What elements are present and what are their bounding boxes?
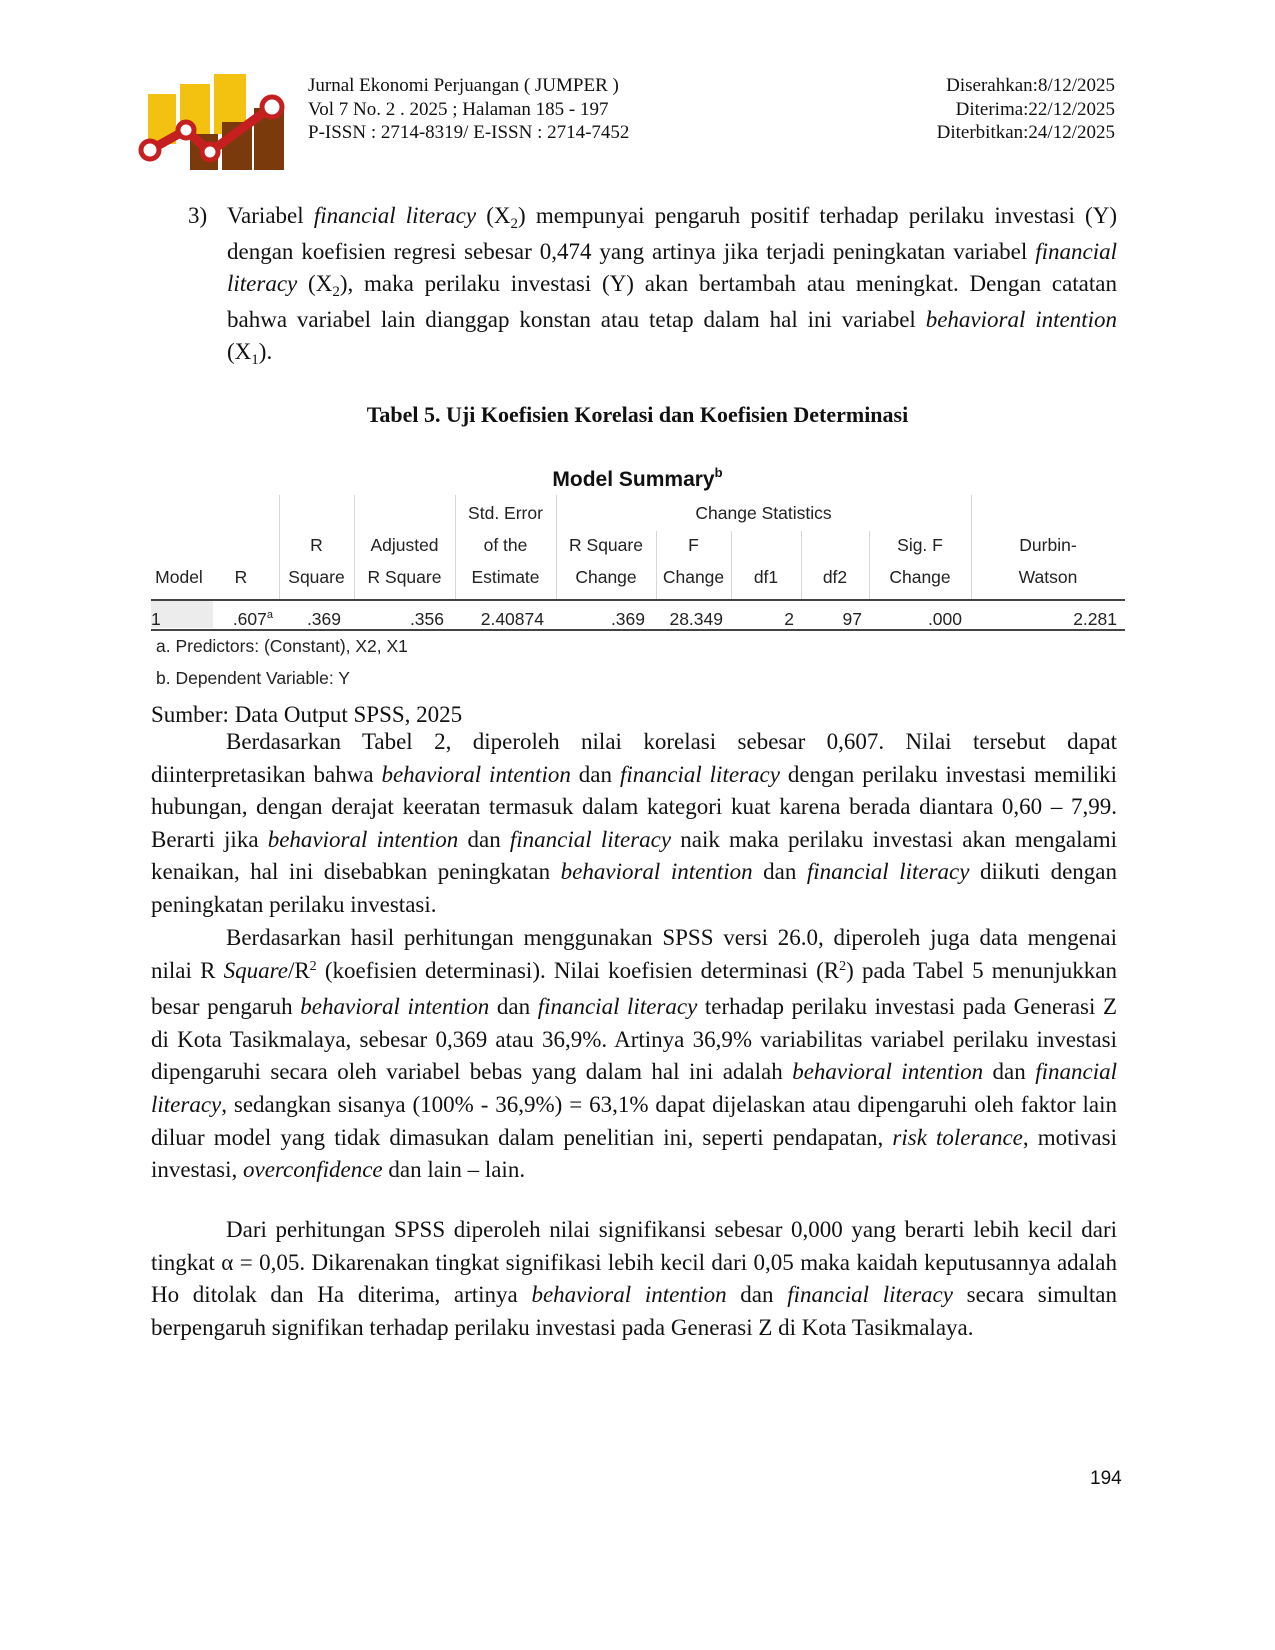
cell-r-square-change: .369	[610, 609, 645, 629]
header-df2: df2	[822, 567, 848, 587]
date-accepted: Diterima:22/12/2025	[955, 98, 1115, 120]
header-durbin-watson-1: Durbin-	[1019, 535, 1077, 555]
header-sig-f-change-1: Sig. F	[897, 535, 943, 555]
header-adjusted-1: Adjusted	[370, 535, 439, 555]
body-paragraph: Berdasarkan Tabel 2, diperoleh nilai korelasi sebesar 0,607. Nilai tersebut dapat diinterpretasikan bahwa behavioral intention dan financial literacy dengan perilaku investasi memiliki hubungan, dengan derajat keeratan termasuk dalam kategori kuat karena berada diantara 0,60 – 7,99. Berarti jika behavioral intention dan financial literacy naik maka perilaku investasi akan mengalami kenaikan, hal ini disebabkan peningkatan behavioral intention dan financial literacy diikuti dengan peningkatan perilaku investasi.	[151, 729, 1118, 917]
list-item-text: Variabel financial literacy $(X_2)$ mempunyai pengaruh positif terhadap perilaku investasi (Y) dengan koefisien regresi sebesar 0,474 yang artinya jika terjadi peningkatan variabel financial literacy $(X_2)$, maka perilaku investasi (Y) akan bertambah atau meningkat. Dengan catatan bahwa variabel lain dianggap konstan atau tetap dalam hal ini variabel behavioral intention $(X_1)$.	[227, 203, 1117, 369]
cell-adjusted-r-square: .356	[409, 609, 444, 629]
header-f-change-1: F	[688, 535, 699, 555]
header-r-square-change-1: R Square	[569, 535, 643, 555]
journal-logo	[138, 72, 288, 172]
table-note-b: b. Dependent Variable: Y	[156, 668, 350, 688]
header-r-square-1: R	[310, 535, 323, 555]
date-published: Diterbitkan:24/12/2025	[936, 122, 1115, 143]
model-summary-table	[151, 495, 1125, 631]
cell-r-square: .369	[306, 609, 341, 629]
list-item-number: 3)	[188, 203, 208, 228]
table-caption: Tabel 5. Uji Koefisien Korelasi dan Koefisien Determinasi	[366, 402, 909, 427]
cell-sig-f-change: .000	[927, 609, 962, 629]
body-paragraph: Dari perhitungan SPSS diperoleh nilai signifikansi sebesar 0,000 yang berarti lebih kecil dari tingkat α = 0,05. Dikarenakan tingkat signifikasi lebih kecil dari 0,05 maka kaidah keputusannya adalah Ho ditolak dan Ha diterima, artinya behavioral intention dan financial literacy secara simultan berpengaruh signifikan terhadap perilaku investasi pada Generasi Z di Kota Tasikmalaya.	[151, 1217, 1118, 1340]
header-model: Model	[155, 567, 203, 587]
header-change-statistics: Change Statistics	[695, 503, 832, 523]
article-dates	[937, 74, 1115, 145]
cell-std-error: 2.40874	[480, 609, 544, 629]
journal-volume: Vol 7 No. 2 . 2025 ; Halaman 185 - 197	[308, 98, 609, 120]
cell-model: 1	[151, 609, 161, 629]
header-durbin-watson-2: Watson	[1018, 567, 1078, 587]
header-df1: df1	[753, 567, 779, 587]
header-r-square-2: Square	[288, 567, 345, 587]
table-source: Sumber: Data Output SPSS, 2025	[151, 702, 463, 727]
journal-info	[308, 74, 629, 145]
page-number: 194	[1090, 1468, 1122, 1489]
cell-durbin-watson: 2.281	[1073, 609, 1117, 629]
header-sig-f-change-2: Change	[889, 567, 951, 587]
body-paragraph: Berdasarkan hasil perhitungan menggunakan SPSS versi 26.0, diperoleh juga data mengenai nilai R Square/$R^2$ (koefisien determinasi). Nilai koefisien determinasi $(R^2)$ pada Tabel 5 menunjukkan besar pengaruh behavioral intention dan financial literacy terhadap perilaku investasi pada Generasi Z di Kota Tasikmalaya, sebesar 0,369 atau 36,9%. Artinya 36,9% variabilitas variabel perilaku investasi dipengaruhi secara oleh variabel bebas yang dalam hal ini adalah behavioral intention dan financial literacy, sedangkan sisanya (100% - 36,9%) = 63,1% dapat dijelaskan atau dipengaruhi oleh faktor lain diluar model yang tidak dimasukan dalam penelitian ini, seperti pendapatan, risk tolerance, motivasi investasi, overconfidence dan lain – lain.	[151, 925, 1118, 1183]
header-std-error-2: of the	[483, 535, 528, 555]
header-r-square-change-2: Change	[575, 567, 637, 587]
table-note-a: a. Predictors: (Constant), X2, X1	[156, 636, 408, 656]
column-divider	[801, 531, 802, 600]
header-rule	[151, 599, 1125, 601]
cell-r: .607$^a$	[232, 609, 273, 629]
header-std-error-3: Estimate	[471, 567, 540, 587]
header-adjusted-2: R Square	[367, 567, 442, 587]
date-submitted: Diserahkan:8/12/2025	[946, 75, 1115, 96]
column-divider	[731, 531, 732, 600]
journal-issn: P-ISSN : 2714-8319/ E-ISSN : 2714-7452	[308, 122, 630, 143]
cell-df1: 2	[784, 609, 794, 629]
journal-name: Jurnal Ekonomi Perjuangan ( JUMPER )	[308, 75, 619, 96]
model-summary-title: Model Summary$^b$	[552, 465, 723, 491]
table-bottom-rule	[151, 629, 1125, 631]
header-f-change-2: Change	[662, 567, 725, 587]
cell-f-change: 28.349	[669, 609, 723, 629]
header-std-error-1: Std. Error	[468, 503, 543, 523]
header-r: R	[234, 567, 248, 587]
cell-df2: 97	[842, 609, 862, 629]
